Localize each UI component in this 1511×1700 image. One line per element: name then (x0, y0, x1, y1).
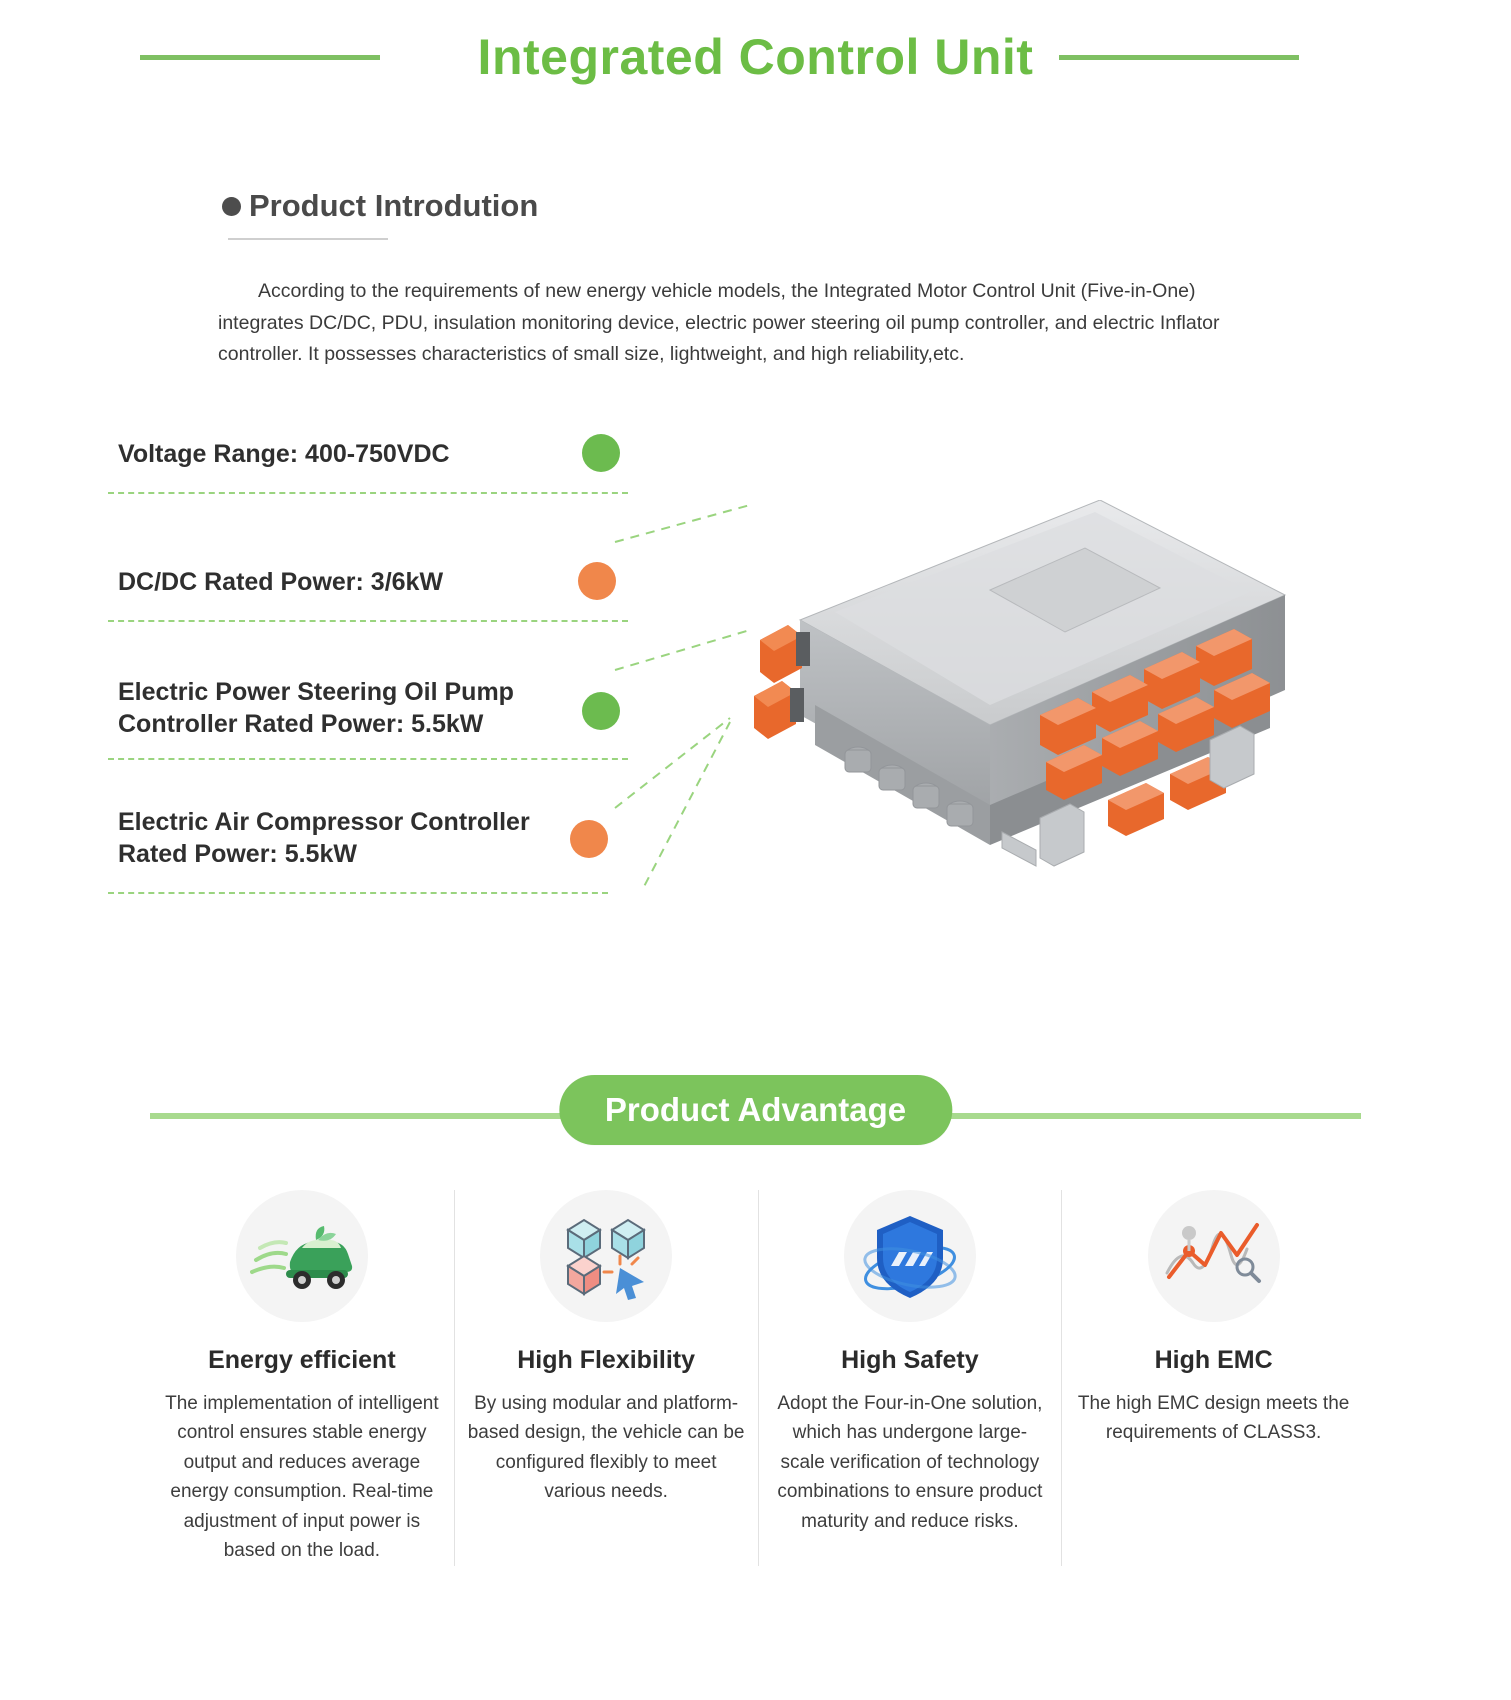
product-advantage-band (0, 1075, 1511, 1155)
product-advantage-title: Product Advantage (559, 1075, 952, 1145)
advantage-card-title: High Safety (841, 1346, 979, 1374)
shield-icon (855, 1206, 965, 1306)
icon-background (540, 1190, 672, 1322)
spec-dash-line (108, 758, 628, 760)
spec-label-second-line: Rated Power: 5.5kW (118, 840, 357, 868)
header-rule-left-group (0, 55, 452, 60)
spec-label-second-line: Controller Rated Power: 5.5kW (118, 710, 484, 738)
advantage-card-high-emc (1061, 1190, 1365, 1566)
spec-dash-line (108, 620, 628, 622)
header-rule-left (140, 55, 380, 60)
product-image (740, 500, 1330, 900)
advantage-card-high-flexibility (454, 1190, 758, 1566)
icon-background (236, 1190, 368, 1322)
advantage-card-text: By using modular and platform-based design, the vehicle can be configured flexibly to meet various needs. (467, 1393, 745, 1503)
spec-label: Electric Power Steering Oil Pump (118, 678, 514, 706)
header-rule-right-group (1059, 55, 1511, 60)
advantage-card-title: High Flexibility (517, 1346, 696, 1374)
advantage-card-energy-efficient (150, 1190, 454, 1566)
advantage-card-high-safety (758, 1190, 1062, 1566)
spec-label: Electric Air Compressor Controller (118, 808, 530, 836)
spec-label: Voltage Range: 400-750VDC (118, 440, 450, 468)
icon-background (844, 1190, 976, 1322)
spec-label: DC/DC Rated Power: 3/6kW (118, 568, 444, 596)
advantage-rule-left (150, 1113, 595, 1119)
product-introduction-heading (222, 188, 538, 224)
spec-dot-icon (582, 434, 620, 472)
page-title: Integrated Control Unit (477, 29, 1034, 85)
advantage-card-title: Energy efficient (208, 1346, 396, 1374)
spec-dash-line (108, 492, 628, 494)
icon-background (1148, 1190, 1280, 1322)
spec-dash-line (108, 892, 608, 894)
heading-underline (228, 238, 388, 240)
product-introduction-label: Product Introdution (249, 188, 539, 223)
advantage-rule-right (916, 1113, 1361, 1119)
advantage-card-title: High EMC (1154, 1346, 1273, 1374)
product-introduction-text: According to the requirements of new energy vehicle models, the Integrated Motor Control Unit (Five-in-One) integrates DC/DC, PDU, insulation monitoring device, electric power steering oil pump controller, and electric Inflator controller. It possesses characteristics of small size, lightweight, and high reliability,etc. (218, 280, 1220, 366)
advantage-card-text: Adopt the Four-in-One solution, which has undergone large-scale verification of technology combinations to ensure product maturity and reduce risks. (777, 1393, 1043, 1532)
advantage-card-text: The high EMC design meets the requirements of CLASS3. (1077, 1393, 1350, 1444)
advantage-card-list (150, 1190, 1365, 1566)
modular-blocks-icon (558, 1210, 654, 1302)
bullet-dot-icon (222, 197, 241, 216)
page-header (0, 28, 1511, 86)
emc-chart-icon (1159, 1211, 1269, 1301)
eco-car-icon (250, 1214, 354, 1298)
advantage-card-text: The implementation of intelligent control ensures stable energy output and reduces average energy consumption. Real-time adjustment of input power is based on the load. (165, 1393, 439, 1562)
header-rule-right (1059, 55, 1299, 60)
